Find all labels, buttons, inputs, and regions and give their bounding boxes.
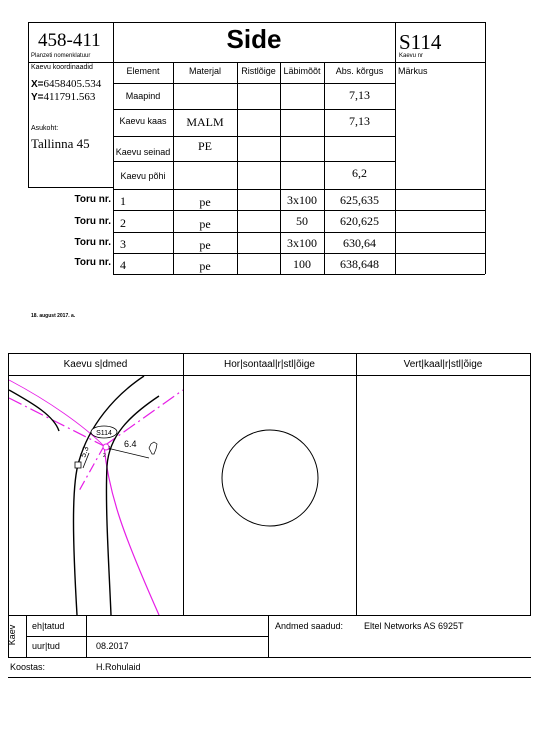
pipe-abs: 638,648 xyxy=(340,257,379,271)
pipe-label: Toru nr. xyxy=(74,257,111,268)
section-title-left: Kaevu s|dmed xyxy=(63,359,128,370)
col-markus: Märkus xyxy=(398,66,428,76)
pipe-abs: 630,64 xyxy=(343,236,376,250)
footer-surveyed-value: 08.2017 xyxy=(96,641,129,651)
pipe-labimoot: 3x100 xyxy=(287,193,317,207)
pipe-labimoot: 3x100 xyxy=(287,236,317,250)
row-materjal: MALM xyxy=(186,115,224,129)
address-label: Asukoht: xyxy=(31,125,59,132)
planzeti-label: Planzeti nomenklatuur xyxy=(31,53,91,59)
address: Tallinna 45 xyxy=(31,136,90,151)
pipe-nr: 2 xyxy=(120,216,126,230)
footer-data-label: Andmed saadud: xyxy=(275,621,344,631)
pipe-label: Toru nr. xyxy=(74,237,111,248)
row-materjal: PE xyxy=(197,139,212,153)
footer-built-label: eh|tatud xyxy=(32,621,65,631)
document-date: 18. august 2017. a. xyxy=(31,313,76,319)
well-number: S114 xyxy=(399,30,442,54)
col-ristloige: Ristlõige xyxy=(241,66,276,76)
col-abs-korgus: Abs. kõrgus xyxy=(335,66,384,76)
footer-author-label: Koostas: xyxy=(10,662,46,672)
pipe-materjal: pe xyxy=(199,259,211,273)
row-abs: 6,2 xyxy=(352,166,367,180)
section-title-mid: Hor|sontaal|r|stl|õige xyxy=(224,359,315,370)
pipe-abs: 620,625 xyxy=(340,214,379,228)
col-labimoot: Läbimõõt xyxy=(283,66,321,76)
col-element: Element xyxy=(126,66,160,76)
row-abs: 7,13 xyxy=(349,88,370,102)
horizontal-section-drawing xyxy=(184,376,356,615)
row-abs: 7,13 xyxy=(349,114,370,128)
dimension-label: 6.4 xyxy=(124,439,137,449)
tree-icon xyxy=(149,442,157,454)
y-coordinate: Y=411791.563 xyxy=(31,91,96,103)
col-materjal: Materjal xyxy=(188,66,221,76)
dimension-line xyxy=(107,448,149,458)
pipe-nr: 1 xyxy=(120,194,126,208)
pipe-labimoot: 100 xyxy=(293,257,311,271)
row-element: Kaevu kaas xyxy=(119,116,167,126)
pipe-labimoot: 50 xyxy=(296,214,308,228)
row-element: Maapind xyxy=(125,91,161,101)
pipe-line xyxy=(104,446,159,615)
row-element: Kaevu põhi xyxy=(120,171,166,181)
footer-data-value: Eltel Networks AS 6925T xyxy=(364,621,464,631)
pipe-label: Toru nr. xyxy=(74,194,111,205)
page-title: Side xyxy=(226,24,282,54)
pipe-line xyxy=(9,398,104,446)
pipe-label: Toru nr. xyxy=(74,216,111,227)
point-label: 1 xyxy=(108,446,111,452)
pipe-line xyxy=(9,380,104,446)
footer-surveyed-label: uur|tud xyxy=(32,641,60,651)
well-outline-circle xyxy=(222,430,318,526)
pipe-materjal: pe xyxy=(199,238,211,252)
coords-label: Kaevu koordinaadid xyxy=(31,64,93,71)
pipe-nr: 3 xyxy=(120,237,126,251)
pipe-materjal: pe xyxy=(199,195,211,209)
well-number-label: Kaevu nr xyxy=(399,53,424,59)
pipe-abs: 625,635 xyxy=(340,193,379,207)
footer-side-label: Kaev xyxy=(7,624,17,646)
dimension-label: 5.3 xyxy=(78,445,91,459)
site-sketch xyxy=(9,376,183,615)
well-label: S114 xyxy=(96,430,112,437)
x-coordinate: X=6458405.534 xyxy=(31,78,102,90)
planzeti-number: 458-411 xyxy=(38,30,101,51)
footer-author: H.Rohulaid xyxy=(96,662,141,672)
pipe-nr: 4 xyxy=(120,258,126,272)
pipe-materjal: pe xyxy=(199,217,211,231)
point-label: 2 xyxy=(103,453,106,459)
hydrant-square xyxy=(75,462,81,468)
section-title-right: Vert|kaal|r|stl|õige xyxy=(403,359,483,370)
row-element: Kaevu seinad xyxy=(115,147,171,157)
